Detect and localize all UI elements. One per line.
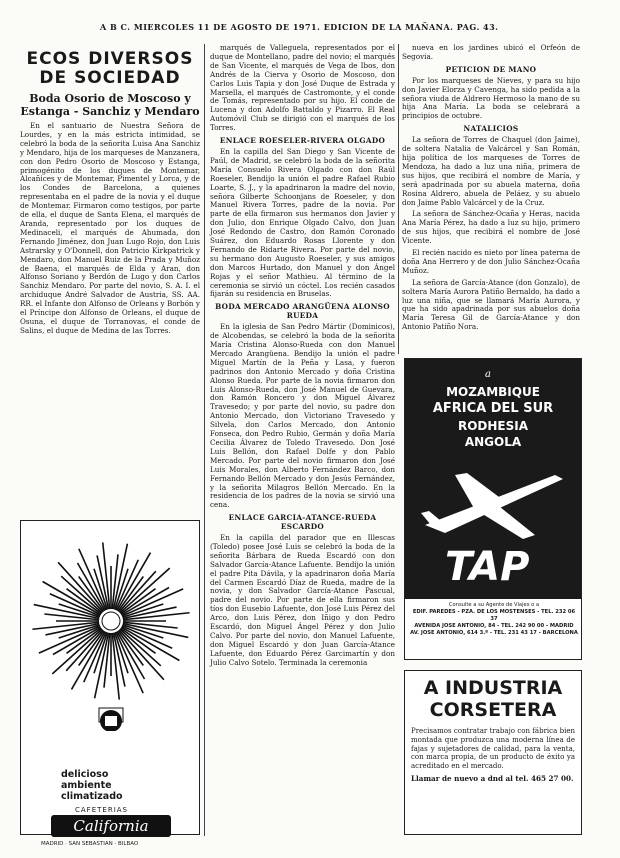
ad-contact: Llamar de nuevo a dnd al tel. 465 27 00. <box>411 773 574 783</box>
article-headline: NATALICIOS <box>463 124 519 134</box>
article-body: En el santuario de Nuestra Señora de Lourdes, y en la más estricta intimidad, se celebró la boda de la señorita Luisa Ana Sanchiz y Mendaro, hija de los marqueses de Manzanera, con don Pedro Osorio de Moscoso y Estanga, primogénito de los duques de Montemar, Alcañices y de Montemar, Pimentel y Lorca, y de los Condes de Barcelona, a quienes representaba en el padre de la novia y el duque de Montemar. Firmaron como testigos, por parte de ella, el duque de Santa Elena, el marqués de Aranda, representado por los duques de Medinaceli, el marqués de Ahumada, don Fernando Jiménez, don Juan Lugo Rojo, don Luis Astrarsky y O'Donnell, don Patricio Kirkpatrick y Mendaro, don Manuel Ruiz de la Prada y Muñoz de Baena, el marqués de Elda y Aran, don Alfonso Soriano y Berdón de Lugo y don Carlos Sanchiz Mendaro. Por parte del novio, S. A. I. el archiduque André Salvador de Austria, SS. AA. RR. el Infante don Alfonso de Orleans y Borbón y el Príncipe don Alfonso de Orleans, el duque de Osuna, el duque de Torranovas, el conde de Salins, el duque de Medina de las Torres. <box>20 121 200 335</box>
ad-brand-label: CAFETERIAS <box>75 806 128 814</box>
article-body: nueva en los jardines ubicó el Orfeón de Segovia. <box>402 43 580 61</box>
article-body: La señora de Sánchez-Ocaña y Heras, nacida Ana María Pérez, ha dado a luz su hijo, primero de sus hijos, que recibirá el nombre de José Vicente. <box>402 209 580 246</box>
ad-slogan <box>61 769 123 802</box>
industria-corsetera-ad <box>404 670 582 835</box>
article-body: En la capilla del parador que en Illescas (Toledo) posee José Luis se celebró la boda de la señorita Bárbara de Rueda Escardó con don Salvador García-Atance Lafuente. Bendijo la unión el padre Pita Dávila, y la apadrinaron doña María del Carmen Escardó Díaz de Rueda, madre de la novia, y don Salvador García-Atance Pascual, padre del novio. Por parte de ella firmaron sus tíos don Eusebio Lafuente, don José Luis Pérez del Arco, don Luis Pérez, don Iñigo y don Pedro Escardó, don Miguel Ángel Pérez y don Julio Calvo. Por parte del novio, don Manuel Lafuente, don Miguel Escardó y don Juan García-Atance Lafuente, don Eduardo Pérez Garcimartín y don Julio Calvo Sotelo. Terminada la ceremonia <box>210 533 395 667</box>
column-weddings <box>210 44 395 671</box>
contact-line: EDIF. PAREDES - PZA. DE LOS MOSTENSES - TEL. 232 06 37 <box>412 609 576 622</box>
article-headline: BODA MERCADO ARANGÜENA ALONSO RUEDA <box>215 302 390 321</box>
ad-brand-name: California <box>51 815 171 837</box>
ad-dark-panel <box>405 359 581 599</box>
contact-line: AV. JOSE ANTONIO, 614 3.º - TEL. 231 43 17 - BARCELONA <box>410 630 578 636</box>
article-headline: PETICION DE MANO <box>445 64 537 74</box>
slogan-line: ambiente <box>61 780 112 791</box>
article-body: marqués de Valleguela, representados por el duque de Montellano, padre del novio; el marqués de San Vicente, el marqués de Vega de Ibos, don Andrés de la Cierva y Osorio de Moscoso, don Carlos Luis Tapia y don José Duque de Estrada y Marsella, el marqués de Castromonte, y el conde de Tomás, representado por su hijo. El conde de Lucena y don Adolfo Battaldo y Pizarro. El Real Automóvil Club se dirigió con el marqués de los Torres. <box>210 43 395 133</box>
column-society <box>20 50 200 339</box>
article-body: La señora de García-Atance (don Gonzalo), de soltera María Aurora Patiño Bernaldo, ha dado a luz una niña, que se llamará María Aurora, y que ha sido apadrinada por sus abuelos doña María Teresa Gil de García-Atance y don Antonio Patiño Nora. <box>402 277 580 332</box>
section-title: ECOS DIVERSOS DE SOCIEDAD <box>26 49 194 88</box>
starburst-illustration <box>31 526 191 731</box>
destination-mozambique: MOZAMBIQUE <box>446 385 540 399</box>
airplane-icon <box>415 455 571 545</box>
article-body: La señora de Torres de Chaquel (don Jaime), de soltera Natalia de Valcárcel y San Román, hija política de los marqueses de Torres de Mendoza, ha dado a luz una niña, primera de sus hijos, que recibirá el nombre de María, y será apadrinada por su abuela materna, doña Rosina Aldrero, abuela de Peláez, y su abuelo don Jaime Pablo Valcárcel y de la Cruz. <box>402 135 580 207</box>
cafeterias-california-ad <box>20 520 200 847</box>
article-headline: ENLACE GARCIA-ATANCE-RUEDA ESCARDO <box>228 513 377 532</box>
column-divider <box>398 44 399 354</box>
page-header: A B C. MIERCOLES 11 DE AGOSTO DE 1971. EDICION DE LA MAÑANA. PAG. 43. <box>100 22 499 32</box>
tap-airline-ad <box>404 358 582 660</box>
tap-logo: TAP <box>445 544 530 590</box>
article-headline: ENLACE ROESELER-RIVERA OLGADO <box>219 136 386 146</box>
wedding-headline: Boda Osorio de Moscoso y Estanga - Sanchiz y Mendaro <box>20 92 200 118</box>
destination-rhodesia: RODHESIA <box>457 419 529 433</box>
ad-text: a <box>485 369 491 380</box>
ad-title: A INDUSTRIA <box>423 677 563 699</box>
column-announcements <box>402 44 580 335</box>
article-body: El recién nacido es nieto por línea paterna de doña Ana Herrero y de don Julio Sánchez-Ocaña Muñoz. <box>402 248 580 275</box>
destination-south-africa: AFRICA DEL SUR <box>432 401 554 416</box>
column-divider <box>204 44 205 836</box>
slogan-line: climatizado <box>61 791 123 802</box>
article-body: En la iglesia de San Pedro Mártir (Dominicos), de Alcobendas, se celebró la boda de la señorita María Cristina Alonso-Rueda con don Manuel Mercado Arangüena. Bendijo la unión el padre Miguel Martín de la Peña y Lasa, y fueron padrinos don Antonio Mercado y doña Cristina Alonso Rueda. Por parte de la novia firmaron don Luis Alonso-Rueda, don José Manuel de Guevara, don Ramón Roncero y don Miguel Álvarez Travesedo; y por parte del novio, su padre don Antonio Mercado, don Victoriano Travesedo y Silvela, don Carlos Mercado, don Antonio Fonseca, don Pedro Rubio, Germán y doña María Cecilia Álvarez de Toledo Travesedo. Don José Luis Bellón, don Rafael Dolfe y don Pablo Mercado. Por parte del novio firmaron don José Luis Morales, don Alberto Fernández Barco, don Fernando Bellón Mercado y don Jesús Fernández, y la señorita Milagros Bellón Mercado. En la residencia de los padres de la novia se sirvió una cena. <box>210 322 395 510</box>
article-body: En la capilla del San Diego y San Vicente de Paúl, de Madrid, se celebró la boda de la señorita María Consuelo Rivera Olgado con don Raúl Roeseler, Bendijo la unión el padre Rafael Rubio Loarte, S. J., y la apadrinaron la madre del novio, señora Gilberte Schoonjans de Roeseler, y don Manuel Rivera Torres, padre de la novia. Por parte de ella firmaron sus hermanos don Javier y don Julio, don Enrique Olgado Calvo, don Juan José Redondo de Castro, don Ramón Coronado Suárez, don Eduardo Rosas Llorente y don Fernando de Ridarte Rivera. Por parte del novio, su hermano don Augusto Roeseler, y sus amigos don Marcos Hurtado, don Manuel y don Ángel Rojas y el señor Mathieu. Al término de la ceremonia se sirvió un cóctel. Los recién casados fijarán su residencia en Bruselas. <box>210 146 395 299</box>
contact-line: Consulte a su Agente de Viajes o a <box>448 602 540 608</box>
ad-title: CORSETERA <box>429 699 557 721</box>
article-body: Por los marqueses de Nieves, y para su hijo don Javier Elorza y Cavenga, ha sido pedida a la señora viuda de Aldrero Hermoso la mano de su hija Ana María. La boda se celebrará a principios de octubre. <box>402 75 580 121</box>
ad-body: Precisamos contratar trabajo con fábrica bien montada que produzca una moderna línea de fajas y sujetadores de calidad, para la venta, con marca propia, de un producto de éxito ya acreditado en el mercado. <box>411 727 575 771</box>
contact-line: AVENIDA JOSE ANTONIO, 84 - TEL. 242 90 00 - MADRID <box>414 623 574 629</box>
ad-cities: MADRID · SAN SEBASTIAN · BILBAO <box>41 841 139 847</box>
slogan-line: delicioso <box>61 769 109 780</box>
destination-angola: ANGOLA <box>464 435 522 449</box>
ad-contact-info <box>409 602 579 637</box>
